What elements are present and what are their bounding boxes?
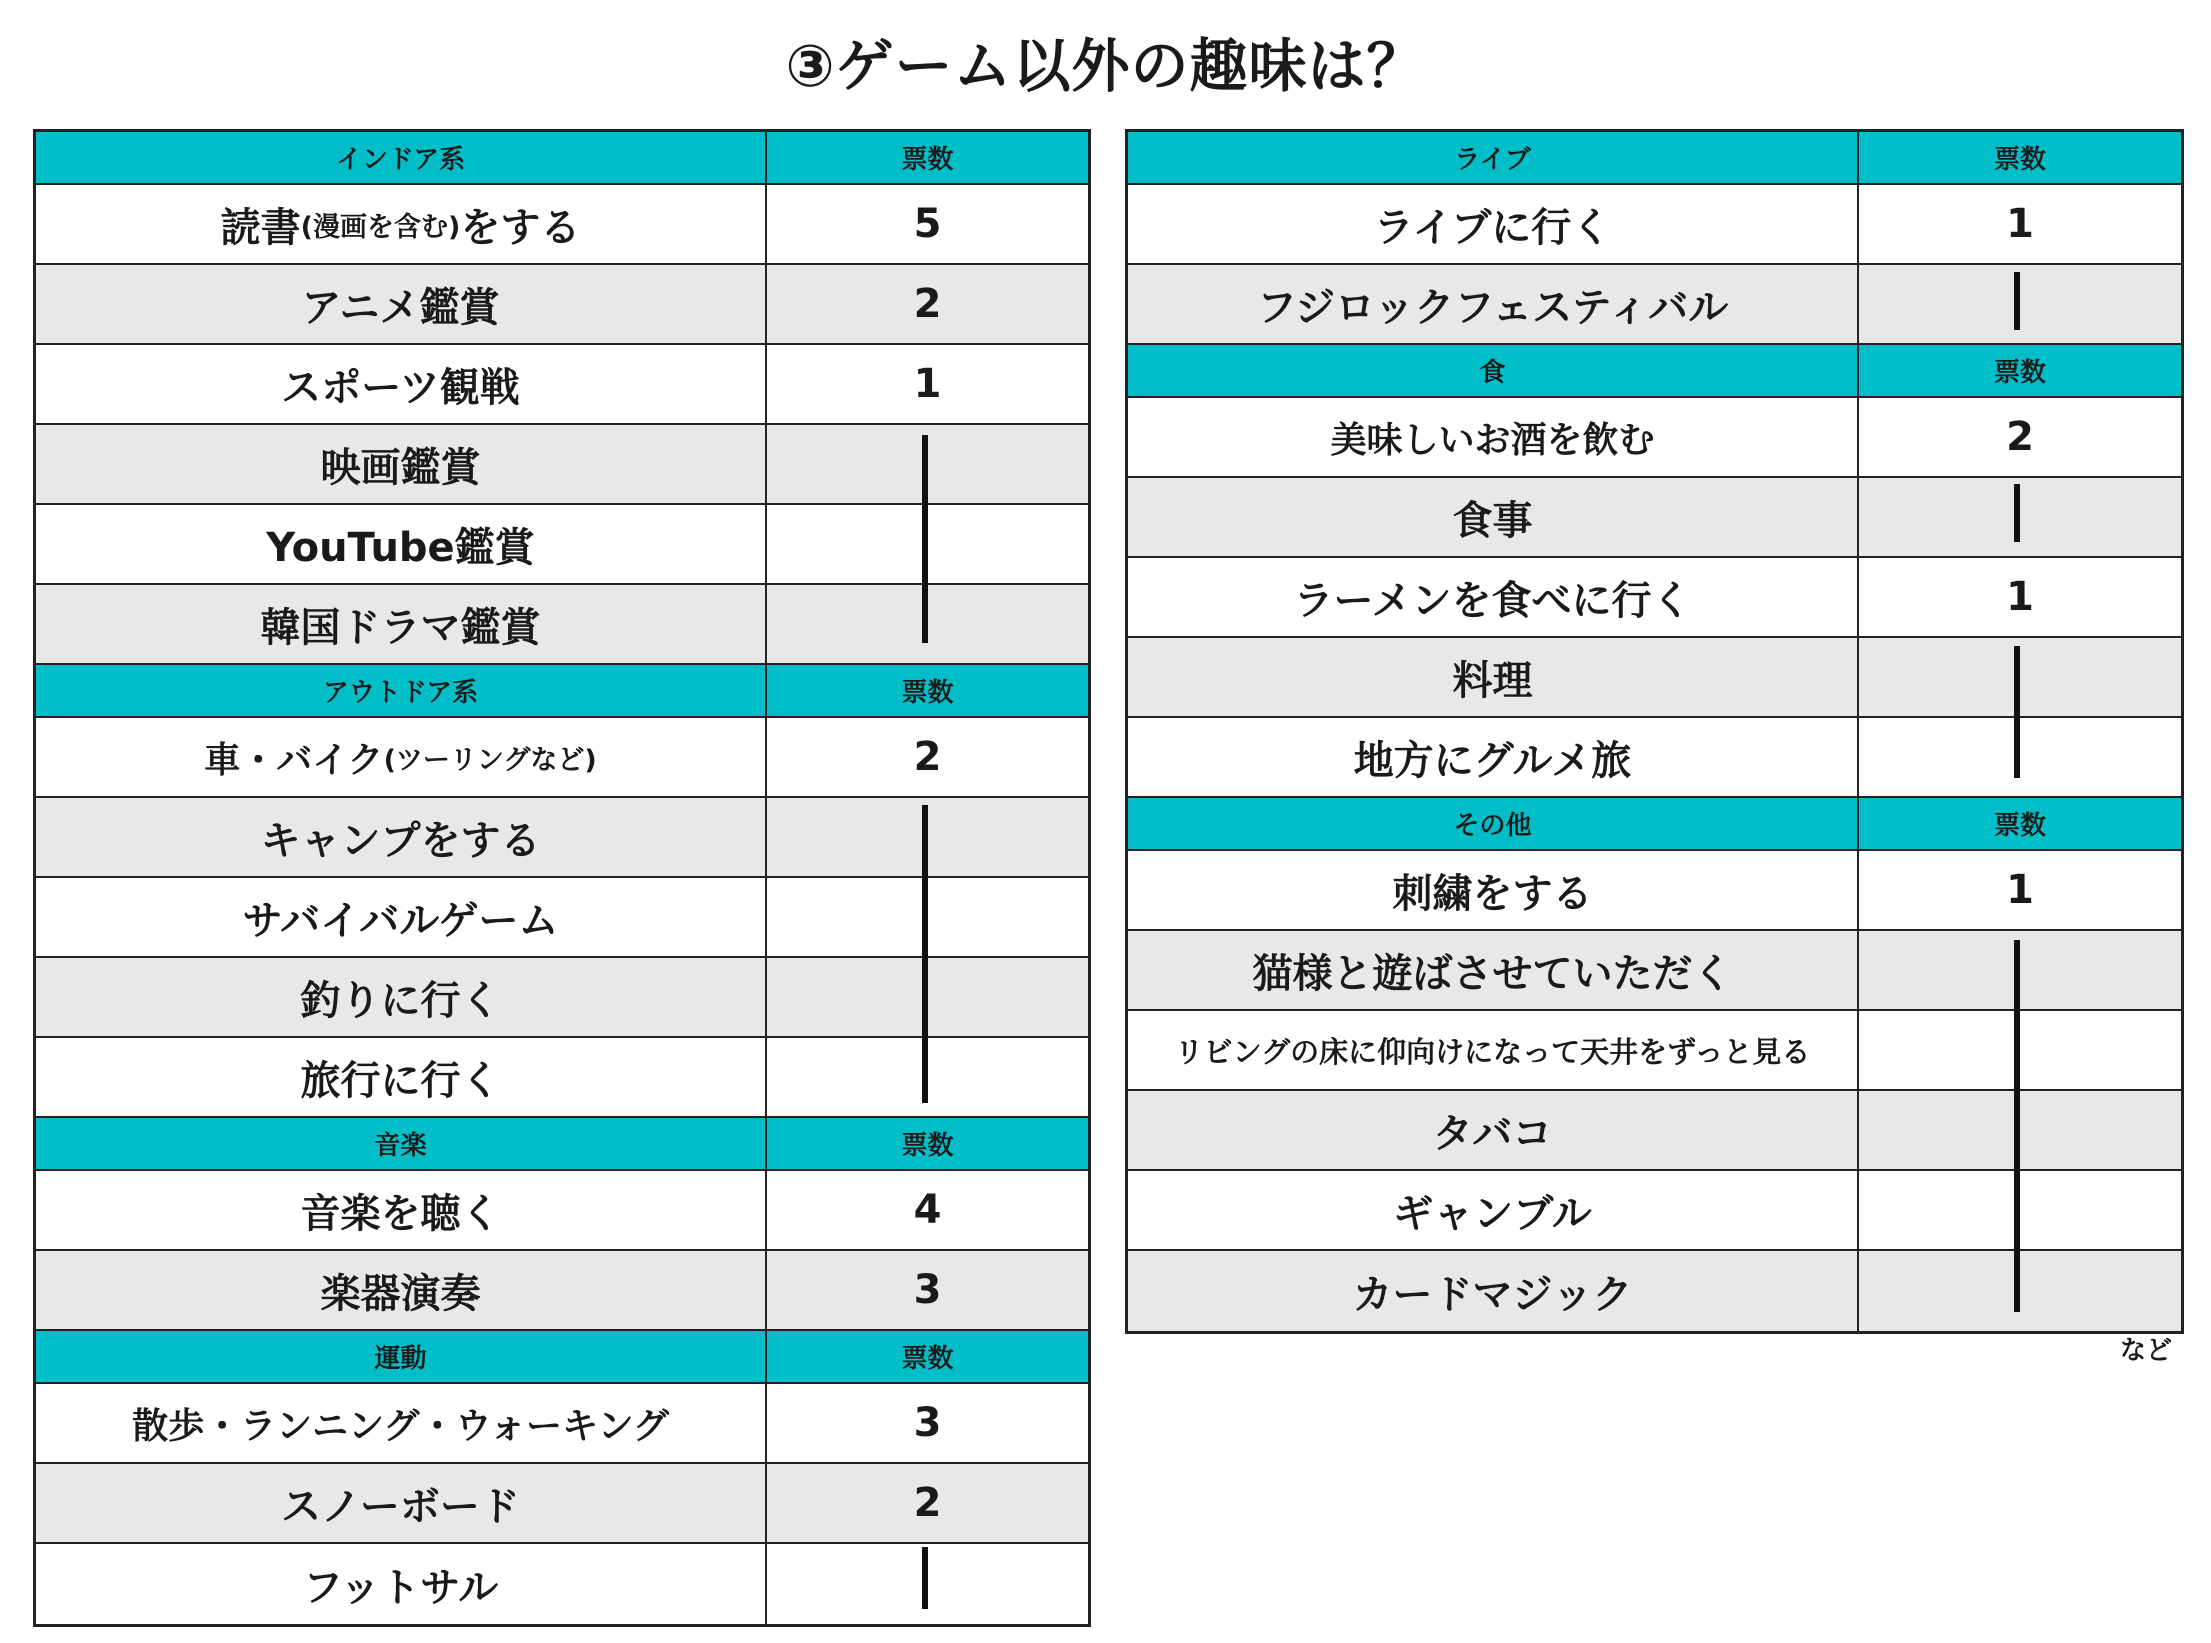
table-row xyxy=(36,585,1088,665)
continuation-bar-outdoor xyxy=(922,805,928,1103)
vote-count: 2 xyxy=(2006,414,2034,460)
vote-count: 2 xyxy=(913,1480,942,1526)
hobby-name: 猫様と遊ばさせていただく xyxy=(1128,931,1859,1009)
hobby-name: 読書 (漫画を含む) をする xyxy=(36,185,767,263)
vote-count: 5 xyxy=(913,201,942,247)
continuation-bar-futsal xyxy=(922,1547,928,1609)
table-row xyxy=(36,1038,1088,1118)
continuation-bar-other xyxy=(2014,940,2020,1312)
hobby-name: カードマジック xyxy=(1128,1251,1859,1331)
vote-count: 4 xyxy=(913,1187,942,1233)
vote-count xyxy=(1859,1091,2181,1169)
hobby-name: リビングの床に仰向けになって天井をずっと見る xyxy=(1128,1011,1859,1089)
hobby-name: 釣りに行く xyxy=(36,958,767,1036)
votes-header: 票数 xyxy=(901,145,954,175)
table-row xyxy=(1128,265,2181,345)
category-header: 音楽 xyxy=(36,1118,767,1169)
hobby-name: フジロックフェスティバル xyxy=(1128,265,1859,343)
section-header-music xyxy=(36,1118,1088,1171)
vote-count xyxy=(1859,1171,2181,1249)
votes-header: 票数 xyxy=(1993,358,2046,388)
table-row xyxy=(36,878,1088,958)
section-header-outdoor xyxy=(36,665,1088,718)
hobby-name: 料理 xyxy=(1128,638,1859,716)
table-row xyxy=(36,1544,1088,1624)
right-hobby-table xyxy=(1125,129,2184,1334)
hobby-name: アニメ鑑賞 xyxy=(36,265,767,343)
hobby-name: スポーツ観戦 xyxy=(36,345,767,423)
table-row xyxy=(36,345,1088,425)
table-row xyxy=(36,1251,1088,1331)
table-row xyxy=(36,265,1088,345)
vote-count xyxy=(1859,931,2181,1009)
table-row xyxy=(1128,478,2181,558)
hobby-name: 韓国ドラマ鑑賞 xyxy=(36,585,767,663)
continuation-bar-indoor xyxy=(922,435,928,643)
vote-count: 1 xyxy=(2006,867,2034,913)
table-row xyxy=(36,505,1088,585)
vote-count xyxy=(1859,1251,2181,1331)
hobby-name: フットサル xyxy=(36,1544,767,1624)
vote-count xyxy=(1859,478,2181,556)
hobby-name: 食事 xyxy=(1128,478,1859,556)
votes-header: 票数 xyxy=(1993,145,2046,175)
hobby-name: 音楽を聴く xyxy=(36,1171,767,1249)
footnote: など xyxy=(2120,1336,2173,1366)
hobby-name: 地方にグルメ旅 xyxy=(1128,718,1859,796)
category-header: 食 xyxy=(1128,345,1859,396)
category-header: ライブ xyxy=(1128,132,1859,183)
table-row xyxy=(36,425,1088,505)
hobby-name: 楽器演奏 xyxy=(36,1251,767,1329)
hobby-name: 映画鑑賞 xyxy=(36,425,767,503)
table-row xyxy=(1128,1251,2181,1331)
table-row xyxy=(36,718,1088,798)
votes-header: 票数 xyxy=(901,1131,954,1161)
votes-header: 票数 xyxy=(901,678,954,708)
hobby-name: 刺繍をする xyxy=(1128,851,1859,929)
category-header: アウトドア系 xyxy=(36,665,767,716)
table-row xyxy=(1128,638,2181,718)
hobby-name: 散歩・ランニング・ウォーキング xyxy=(36,1384,767,1462)
table-row xyxy=(1128,185,2181,265)
section-header-exercise xyxy=(36,1331,1088,1384)
vote-count: 2 xyxy=(913,734,942,780)
left-hobby-table xyxy=(33,129,1091,1627)
hobby-name: タバコ xyxy=(1128,1091,1859,1169)
category-header: 運動 xyxy=(36,1331,767,1382)
continuation-bar-cooking xyxy=(2014,646,2020,778)
continuation-bar-fujirock xyxy=(2014,272,2020,330)
table-row xyxy=(1128,1011,2181,1091)
vote-count: 2 xyxy=(913,281,942,327)
section-header-food xyxy=(1128,345,2181,398)
hobby-name: YouTube鑑賞 xyxy=(36,505,767,583)
category-header: インドア系 xyxy=(36,132,767,183)
hobby-name: ラーメンを食べに行く xyxy=(1128,558,1859,636)
table-row xyxy=(1128,558,2181,638)
hobby-name: 旅行に行く xyxy=(36,1038,767,1116)
vote-count xyxy=(1859,718,2181,796)
table-row xyxy=(1128,1091,2181,1171)
hobby-name: キャンプをする xyxy=(36,798,767,876)
vote-count xyxy=(1859,1011,2181,1089)
continuation-bar-meal xyxy=(2014,484,2020,542)
category-header: その他 xyxy=(1128,798,1859,849)
table-row xyxy=(36,1384,1088,1464)
vote-count xyxy=(1859,265,2181,343)
table-row xyxy=(1128,851,2181,931)
vote-count: 1 xyxy=(2006,574,2034,620)
table-row xyxy=(1128,1171,2181,1251)
table-row xyxy=(36,1171,1088,1251)
hobby-name: ギャンブル xyxy=(1128,1171,1859,1249)
hobby-name: 車・バイク (ツーリングなど) xyxy=(36,718,767,796)
table-row xyxy=(36,958,1088,1038)
votes-header: 票数 xyxy=(1993,811,2046,841)
table-row xyxy=(36,798,1088,878)
table-row xyxy=(1128,931,2181,1011)
section-header-indoor xyxy=(36,132,1088,185)
table-row xyxy=(36,1464,1088,1544)
table-row xyxy=(1128,398,2181,478)
vote-count: 1 xyxy=(913,361,942,407)
vote-count: 3 xyxy=(913,1400,942,1446)
vote-count: 3 xyxy=(913,1267,942,1313)
vote-count: 1 xyxy=(2006,201,2034,247)
table-row xyxy=(36,185,1088,265)
page-title: ③ゲーム以外の趣味は？ xyxy=(785,32,1426,100)
hobby-name: ライブに行く xyxy=(1128,185,1859,263)
hobby-name: スノーボード xyxy=(36,1464,767,1542)
hobby-name: 美味しいお酒を飲む xyxy=(1128,398,1859,476)
section-header-live xyxy=(1128,132,2181,185)
section-header-other xyxy=(1128,798,2181,851)
vote-count xyxy=(1859,638,2181,716)
table-row xyxy=(1128,718,2181,798)
hobby-name: サバイバルゲーム xyxy=(36,878,767,956)
votes-header: 票数 xyxy=(901,1344,954,1374)
